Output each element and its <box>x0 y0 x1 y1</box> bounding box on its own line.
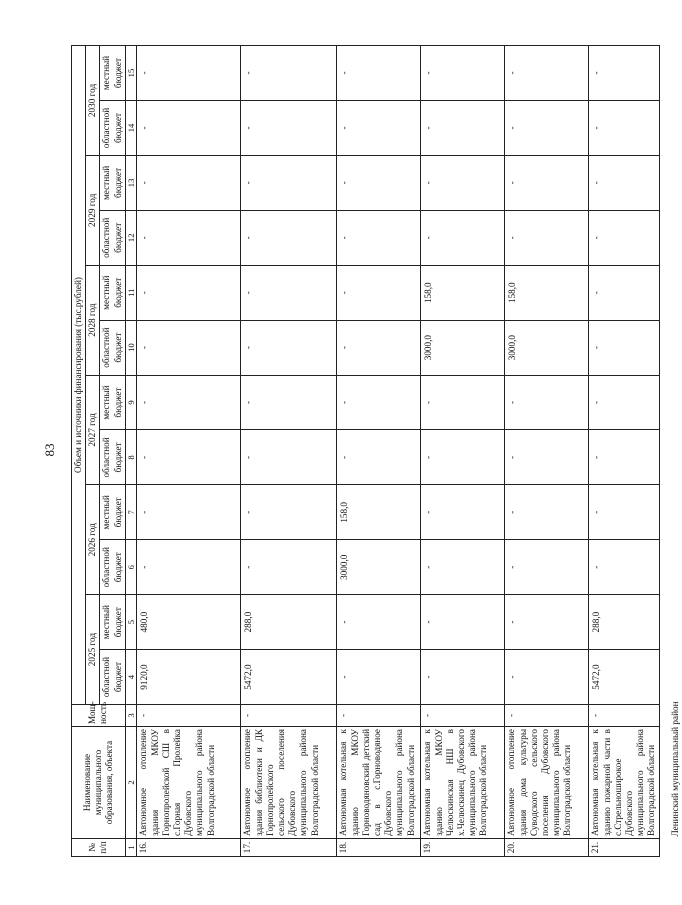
amount-cell: - <box>337 650 421 705</box>
header-local-budget: местный бюджет <box>100 595 125 650</box>
column-index-row <box>125 46 136 857</box>
column-index-cell: 8 <box>125 430 136 485</box>
amount-cell: - <box>421 540 505 595</box>
header-year: 2026 год <box>86 485 100 595</box>
amount-cell: - <box>241 320 337 375</box>
amount-cell: - <box>137 375 241 430</box>
amount-cell: - <box>337 320 421 375</box>
header-regional-budget: областной бюджет <box>100 650 125 705</box>
column-index-cell: 11 <box>125 265 136 320</box>
table-row <box>421 46 505 857</box>
amount-cell: 158,0 <box>505 265 589 320</box>
header-year: 2025 год <box>86 595 100 705</box>
column-index-cell: 10 <box>125 320 136 375</box>
power-cell: - <box>421 705 505 727</box>
amount-cell: - <box>421 595 505 650</box>
section-title: Ленинский муниципальный район <box>669 701 680 837</box>
power-cell: - <box>137 705 241 727</box>
table-row <box>505 46 589 857</box>
header-name: Наименование муниципального образования, объекта <box>72 727 126 839</box>
header-regional-budget: областной бюджет <box>100 320 125 375</box>
amount-cell: - <box>421 210 505 265</box>
amount-cell: 480,0 <box>137 595 241 650</box>
header-local-budget: местный бюджет <box>100 265 125 320</box>
amount-cell: - <box>137 485 241 540</box>
header-local-budget: местный бюджет <box>100 155 125 210</box>
object-name: Автономное отопление здания дома культуры Суводского сельского поселения Дубовского муниципального района Волгоградской области <box>505 727 589 839</box>
amount-cell: - <box>505 540 589 595</box>
amount-cell: - <box>505 210 589 265</box>
amount-cell: - <box>241 101 337 156</box>
amount-cell: 3000,0 <box>505 320 589 375</box>
amount-cell: - <box>505 650 589 705</box>
object-name: Автономное отопление здания МКОУ Горнопролейской СШ в с.Горная Пролейка Дубовского муниципального района Волгоградской области <box>137 727 241 839</box>
amount-cell: - <box>137 540 241 595</box>
amount-cell: - <box>137 320 241 375</box>
amount-cell: - <box>137 430 241 485</box>
header-year: 2030 год <box>86 46 100 156</box>
column-index-cell: 14 <box>125 101 136 156</box>
row-number: 16. <box>137 839 241 857</box>
header-regional-budget: областной бюджет <box>100 210 125 265</box>
amount-cell: - <box>241 375 337 430</box>
column-index-cell: 3 <box>125 705 136 727</box>
amount-cell: - <box>137 101 241 156</box>
header-no: № п/п <box>72 839 126 857</box>
amount-cell: - <box>337 595 421 650</box>
amount-cell: - <box>589 320 659 375</box>
amount-cell: 158,0 <box>421 265 505 320</box>
column-index-cell: 7 <box>125 485 136 540</box>
header-power: Мощ- ность <box>72 705 126 727</box>
object-name: Автономная котельная к зданию пожарной части в с.Стрельноширокое Дубовского муниципального района Волгоградской области <box>589 727 659 839</box>
column-index-cell: 12 <box>125 210 136 265</box>
page-number: 83 <box>42 443 57 457</box>
amount-cell: 3000,0 <box>421 320 505 375</box>
object-name: Автономная котельная к зданию МКОУ Челюскинская НШ в х.Челюскинец Дубовского муниципального района Волгоградской области <box>421 727 505 839</box>
header-regional-budget: областной бюджет <box>100 430 125 485</box>
amount-cell: - <box>241 485 337 540</box>
amount-cell: - <box>589 375 659 430</box>
amount-cell: - <box>589 46 659 101</box>
amount-cell: 9120,0 <box>137 650 241 705</box>
financing-table <box>71 45 682 857</box>
amount-cell: - <box>137 210 241 265</box>
header-year: 2027 год <box>86 375 100 485</box>
power-cell: - <box>589 705 659 727</box>
amount-cell: - <box>137 265 241 320</box>
amount-cell: - <box>505 155 589 210</box>
amount-cell: - <box>241 540 337 595</box>
row-number: 18. <box>337 839 421 857</box>
amount-cell: - <box>137 155 241 210</box>
amount-cell: 5472,0 <box>241 650 337 705</box>
column-index-cell: 5 <box>125 595 136 650</box>
column-index-cell: 13 <box>125 155 136 210</box>
amount-cell: - <box>589 210 659 265</box>
amount-cell: - <box>505 485 589 540</box>
column-index-cell: 4 <box>125 650 136 705</box>
amount-cell: - <box>421 101 505 156</box>
amount-cell: - <box>337 101 421 156</box>
header-year: 2028 год <box>86 265 100 375</box>
column-index-cell: 1 <box>125 839 136 857</box>
object-name: Автономная котельная к зданию МКОУ Горноводяновский детский сад в с.Горноводяное Дубовского муниципального района Волгоградской области <box>337 727 421 839</box>
header-year: 2029 год <box>86 155 100 265</box>
amount-cell: - <box>421 46 505 101</box>
row-number: 20. <box>505 839 589 857</box>
power-cell: - <box>337 705 421 727</box>
amount-cell: - <box>337 375 421 430</box>
header-regional-budget: областной бюджет <box>100 101 125 156</box>
amount-cell: - <box>589 265 659 320</box>
amount-cell: 3000,0 <box>337 540 421 595</box>
power-cell: - <box>505 705 589 727</box>
amount-cell: - <box>589 540 659 595</box>
amount-cell: 288,0 <box>589 595 659 650</box>
header-regional-budget: областной бюджет <box>100 540 125 595</box>
header-local-budget: местный бюджет <box>100 46 125 101</box>
amount-cell: 158,0 <box>337 485 421 540</box>
table-row <box>589 46 659 857</box>
amount-cell: - <box>589 430 659 485</box>
amount-cell: 5472,0 <box>589 650 659 705</box>
amount-cell: - <box>421 375 505 430</box>
amount-cell: 288,0 <box>241 595 337 650</box>
amount-cell: - <box>241 155 337 210</box>
amount-cell: - <box>241 210 337 265</box>
header-local-budget: местный бюджет <box>100 375 125 430</box>
header-volume: Объем и источники финансирования (тыс.рублей) <box>72 46 86 705</box>
amount-cell: - <box>505 101 589 156</box>
amount-cell: - <box>421 155 505 210</box>
amount-cell: - <box>137 46 241 101</box>
row-number: 21. <box>589 839 659 857</box>
section-spacer <box>659 839 682 857</box>
table-row <box>241 46 337 857</box>
column-index-cell: 9 <box>125 375 136 430</box>
amount-cell: - <box>337 46 421 101</box>
power-cell: - <box>241 705 337 727</box>
amount-cell: - <box>421 650 505 705</box>
amount-cell: - <box>505 375 589 430</box>
amount-cell: - <box>337 430 421 485</box>
amount-cell: - <box>337 155 421 210</box>
amount-cell: - <box>589 485 659 540</box>
amount-cell: - <box>589 101 659 156</box>
column-index-cell: 6 <box>125 540 136 595</box>
amount-cell: - <box>337 265 421 320</box>
table-row <box>137 46 241 857</box>
row-number: 17. <box>241 839 337 857</box>
header-local-budget: местный бюджет <box>100 485 125 540</box>
amount-cell: - <box>589 155 659 210</box>
amount-cell: - <box>337 210 421 265</box>
amount-cell: - <box>421 430 505 485</box>
row-number: 19. <box>421 839 505 857</box>
table-row <box>337 46 421 857</box>
object-name: Автономное отопление здания библиотеки и ДК Горнопролейского сельского поселения Дубовского муниципального района Волгоградской области <box>241 727 337 839</box>
amount-cell: - <box>241 46 337 101</box>
section-row <box>659 46 682 857</box>
amount-cell: - <box>505 595 589 650</box>
column-index-cell: 2 <box>125 727 136 839</box>
amount-cell: - <box>505 430 589 485</box>
amount-cell: - <box>505 46 589 101</box>
amount-cell: - <box>421 485 505 540</box>
amount-cell: - <box>241 430 337 485</box>
column-index-cell: 15 <box>125 46 136 101</box>
amount-cell: - <box>241 265 337 320</box>
